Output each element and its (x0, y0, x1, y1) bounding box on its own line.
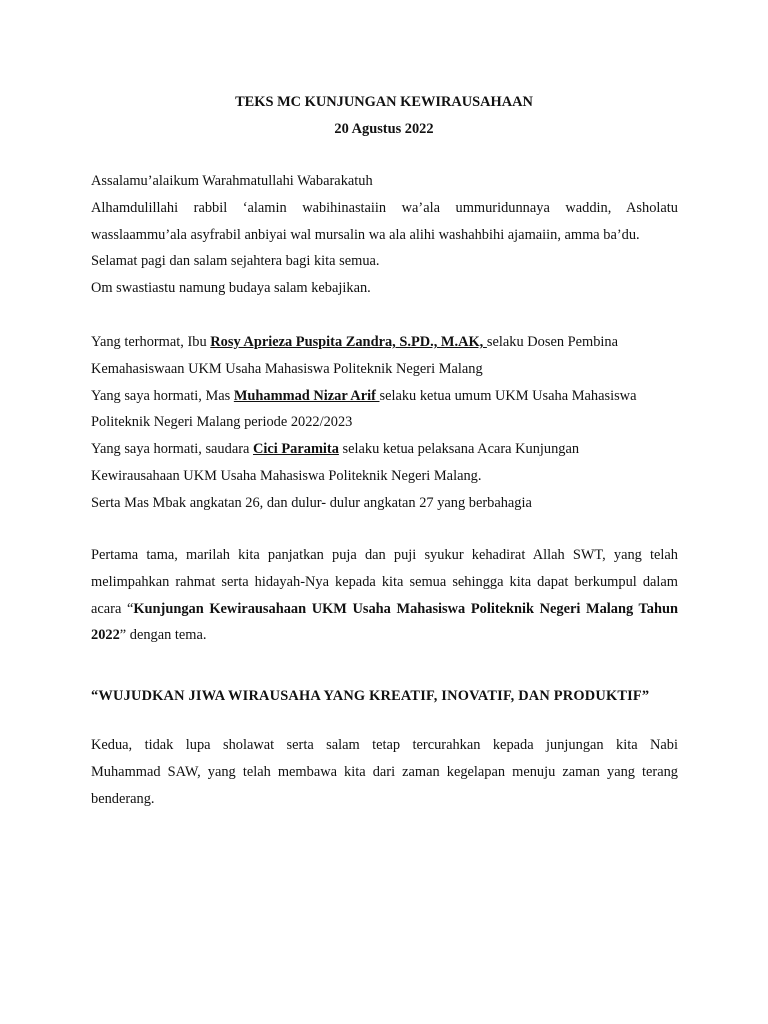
theme-motto: “WUJUDKAN JIWA WIRAUSAHA YANG KREATIF, INOVATIF, DAN PRODUKTIF” (91, 688, 650, 704)
opening-line-2: melimpahkan rahmat serta hidayah-Nya kepada kita semua sehingga kita dapat berkumpul dalam (91, 573, 678, 590)
honored-2-prefix: Yang saya hormati, Mas (91, 387, 234, 404)
second-section (91, 732, 678, 812)
honored-guests-section (91, 329, 678, 517)
hamdalah-line-1: Alhamdulillahi rabbil ‘alamin wabihinastaiin wa’ala ummuridunnaya waddin, Asholatu (91, 199, 678, 216)
document-date: 20 Agustus 2022 (334, 121, 434, 137)
salam-line: Assalamu’alaikum Warahmatullahi Wabarakatuh (91, 173, 373, 189)
second-line-3: benderang. (91, 790, 155, 807)
document-title: TEKS MC KUNJUNGAN KEWIRAUSAHAAN (235, 94, 533, 110)
honored-1-prefix: Yang terhormat, Ibu (91, 334, 211, 350)
honored-3-prefix: Yang saya hormati, saudara (91, 441, 253, 458)
om-swasti-line: Om swastiastu namung budaya salam kebajikan. (91, 280, 371, 297)
honored-paragraph-2-line-2: Politeknik Negeri Malang periode 2022/2023 (91, 414, 353, 431)
honored-2-name: Muhammad Nizar Arif (233, 387, 380, 404)
honored-3-name: Cici Paramita (253, 441, 339, 458)
opening-line-1: Pertama tama, marilah kita panjatkan puja dan puji syukur kehadirat Allah SWT, yang telah (91, 547, 678, 563)
honored-paragraph-2 (91, 383, 678, 410)
honored-1-name: Rosy Aprieza Puspita Zandra, S.PD., M.AK, (210, 334, 487, 350)
opening-acara-paragraph (91, 596, 678, 650)
greeting-section (91, 168, 678, 302)
honored-paragraph-3-line-2: Kewirausahaan UKM Usaha Mahasiswa Politeknik Negeri Malang. (91, 467, 482, 484)
honored-paragraph-1-line-2: Kemahasiswaan UKM Usaha Mahasiswa Politeknik Negeri Malang (91, 360, 483, 377)
honored-paragraph-3 (91, 436, 678, 463)
opening-section (91, 542, 678, 649)
honored-1-suffix: selaku Dosen Pembina (486, 334, 618, 350)
honored-paragraph-4: Serta Mas Mbak angkatan 26, dan dulur- dulur angkatan 27 yang berbahagia (91, 494, 532, 511)
acara-prefix: acara “ (91, 600, 134, 617)
acara-suffix: ” dengan tema. (119, 627, 207, 644)
honored-2-suffix: selaku ketua umum UKM Usaha Mahasiswa (379, 387, 637, 404)
selamat-pagi-line: Selamat pagi dan salam sejahtera bagi kita semua. (91, 253, 380, 270)
honored-3-suffix: selaku ketua pelaksana Acara Kunjungan (338, 441, 580, 458)
honored-paragraph-1 (91, 329, 678, 356)
event-name: Kunjungan Kewirausahaan UKM Usaha Mahasiswa Politeknik Negeri Malang Tahun 2022 (91, 600, 678, 644)
second-line-1: Kedua, tidak lupa sholawat serta salam tetap tercurahkan kepada junjungan kita Nabi (91, 737, 678, 753)
hamdalah-line-2: wasslaammu’ala asyfrabil anbiyai wal mursalin wa ala alihi washahbihi ajamaiin, amma ba’du. (91, 226, 640, 243)
second-line-2: Muhammad SAW, yang telah membawa kita dari zaman kegelapan menuju zaman yang terang (91, 763, 678, 780)
